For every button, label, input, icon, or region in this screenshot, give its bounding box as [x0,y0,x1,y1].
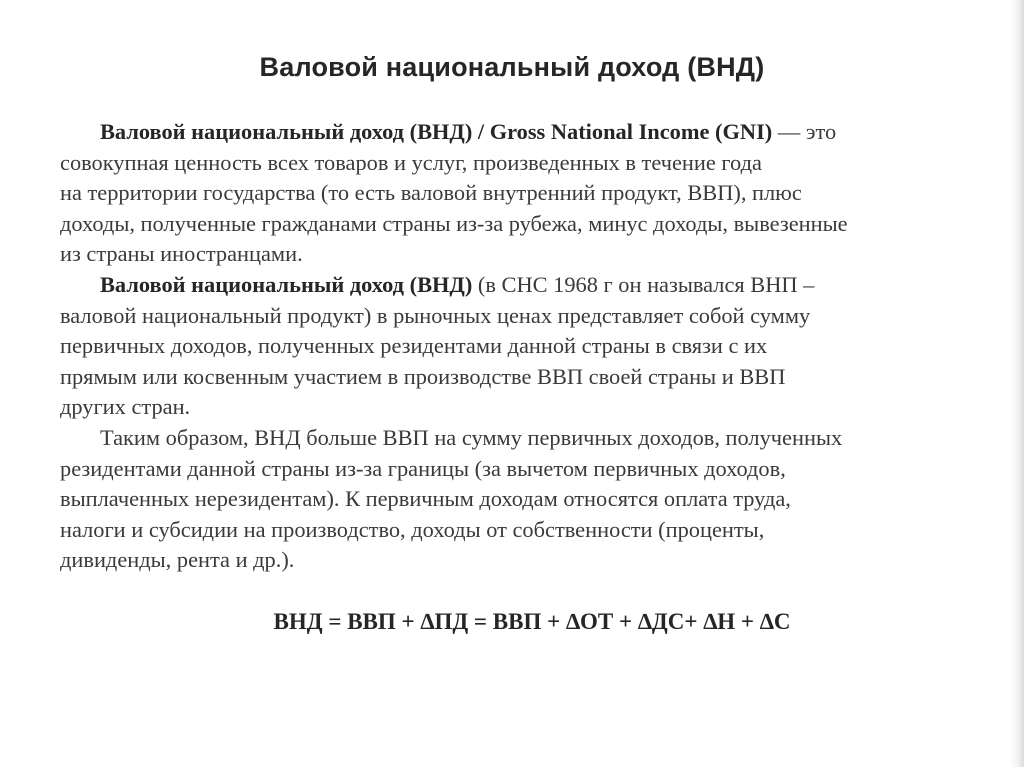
paragraph-conclusion [60,423,972,576]
text-line: доходы, полученные гражданами страны из-за рубежа, минус доходы, вывезенные [60,210,848,236]
paragraph-definition [60,117,972,270]
text-line: первичных доходов, полученных резидентами данной страны в связи с их [60,333,768,359]
text-line: валовой национальный продукт) в рыночных ценах представляет собой сумму [60,302,811,328]
text-line: из страны иностранцами. [60,241,303,267]
text-span: — это [772,119,837,144]
text-line: налоги и субсидии на производство, доходы от собственности (проценты, [60,516,765,542]
bold-term: Валовой национальный доход (ВНД) / Gross National Income (GNI) [100,119,773,144]
text-line [60,270,972,301]
text-line: выплаченных нерезидентам). К первичным доходам относятся оплата труда, [60,486,791,512]
text-span: (в СНС 1968 г он назывался ВНП – [472,271,815,297]
text-line: резидентами данной страны из-за границы (за вычетом первичных доходов, [60,455,786,481]
text-line: дивиденды, рента и др.). [60,547,295,573]
text-line [60,117,972,148]
gni-formula: ВНД = ВВП + ∆ПД = ВВП + ∆ОТ + ∆ДС+ ∆Н + ∆С [273,609,791,634]
text-line: прямым или косвенным участием в производстве ВВП своей страны и ВВП [60,363,786,389]
slide-title: Валовой национальный доход (ВНД) [259,52,765,82]
bold-term: Валовой национальный доход (ВНД) [100,271,473,297]
text-line: других стран. [60,394,191,420]
text-line: совокупная ценность всех товаров и услуг, произведенных в течение года [60,149,762,175]
slide-body [60,117,972,576]
page-edge-shadow [1010,0,1024,767]
paragraph-sna [60,270,972,423]
text-line: Таким образом, ВНД больше ВВП на сумму первичных доходов, полученных [100,424,843,450]
text-line: на территории государства (то есть валовой внутренний продукт, ВВП), плюс [60,180,802,206]
